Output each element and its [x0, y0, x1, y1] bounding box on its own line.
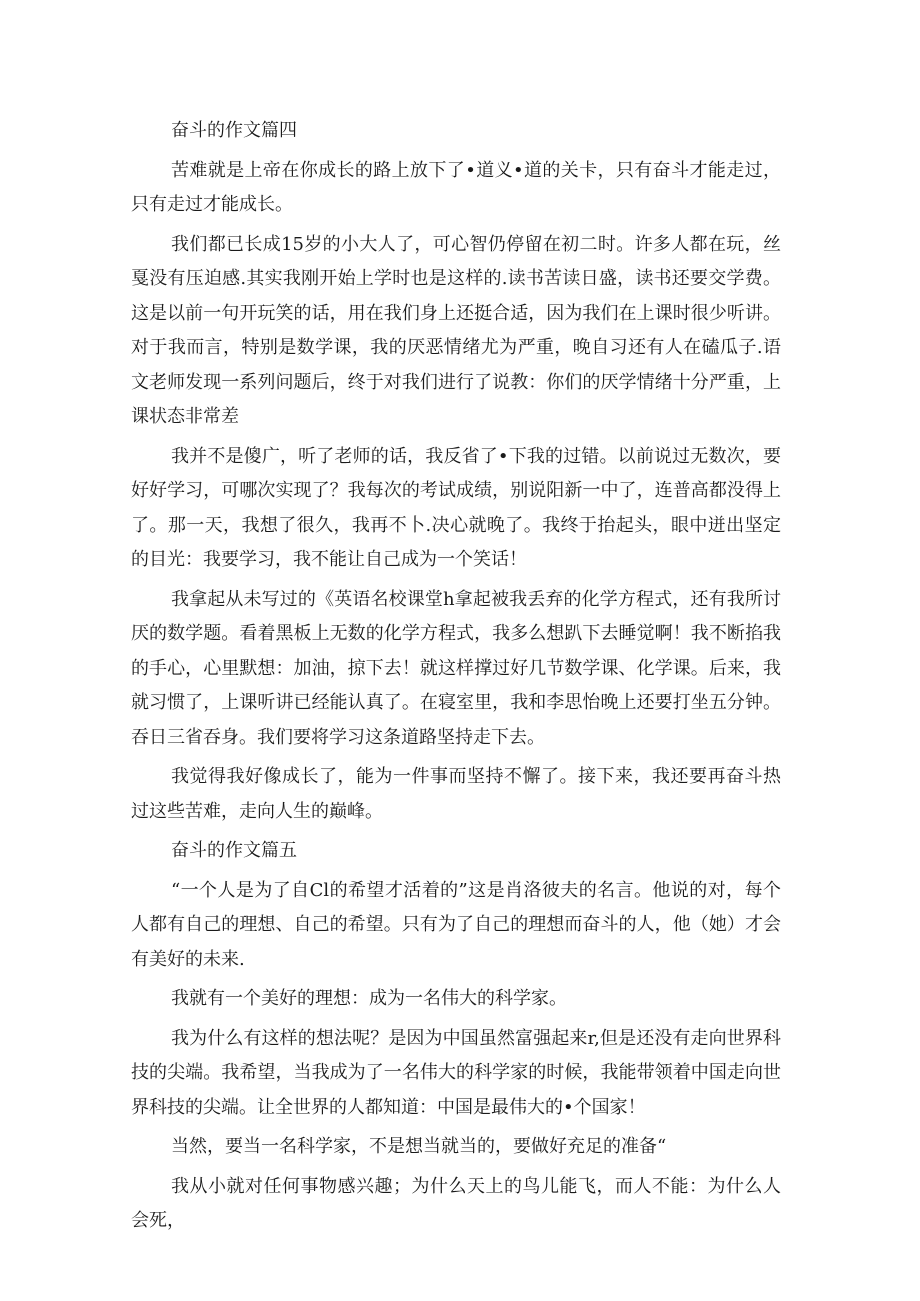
paragraph: 当然，要当一名科学家，不是想当就当的，要做好充足的准备“	[171, 1136, 667, 1157]
section-heading-4: 奋斗的作文篇四	[171, 120, 297, 141]
essay-body	[131, 114, 781, 1244]
paragraph: “一个人是为了自Cl的希望才活着的”这是肖洛彼夫的名言。他说的对，每个人都有自己的理想、自己的希望。只有为了自己的理想而奋斗的人，他（她）才会有美好的未来.	[131, 879, 781, 970]
paragraph: 我们都已长成15岁的小大人了，可心智仍停留在初二时。许多人都在玩，丝戛没有压迫感.其实我刚开始上学时也是这样的.读书苦读日盛，读书还要交学费。这是以前一句开玩笑的话，用在我们身上还挺合适，因为我们在上课时很少听讲。对于我而言，特别是数学课，我的厌恶情绪尤为严重，晚自习还有人在磕瓜子.语文老师发现一系列问题后，终于对我们进行了说教：你们的厌学情绪十分严重，上课状态非常差	[131, 233, 781, 427]
paragraph: 我觉得我好像成长了，能为一件事而坚持不懈了。接下来，我还要再奋斗热过这些苦难，走向人生的巅峰。	[131, 766, 781, 822]
paragraph: 我拿起从未写过的《英语名校课堂h拿起被我丢弃的化学方程式，还有我所讨厌的数学题。看着黑板上无数的化学方程式，我多么想趴下去睡觉啊！我不断掐我的手心，心里默想：加油，掠下去！就这样撑过好几节数学课、化学课。后来，我就习惯了，上课听讲已经能认真了。在寝室里，我和李思怡晚上还要打坐五分钟。吞日三省吞身。我们要将学习这条道路坚持走下去。	[131, 588, 781, 748]
paragraph: 苦难就是上帝在你成长的路上放下了•道义•道的关卡，只有奋斗才能走过，只有走过才能成长。	[131, 159, 781, 215]
paragraph: 我就有一个美好的理想：成为一名伟大的科学家。	[171, 988, 567, 1009]
paragraph: 我并不是傻广，听了老师的话，我反省了•下我的过错。以前说过无数次，要好好学习，可哪次实现了？我每次的考试成绩，别说阳新一中了，连普高都没得上了。那一天，我想了很久，我再不卜.决心就晚了。我终于抬起头，眼中迸出坚定的目光：我要学习，我不能让自己成为一个笑话！	[131, 445, 781, 570]
paragraph: 我为什么有这样的想法呢？是因为中国虽然富强起来r,但是还没有走向世界科技的尖端。我希望，当我成为了一名伟大的科学家的时候，我能带领着中国走向世界科技的尖端。让全世界的人都知道：中国是最伟大的•个国家！	[131, 1027, 781, 1118]
paragraph: 我从小就对任何事物感兴趣；为什么天上的鸟儿能飞，而人不能：为什么人会死，	[131, 1175, 781, 1231]
section-heading-5: 奋斗的作文篇五	[171, 840, 297, 861]
